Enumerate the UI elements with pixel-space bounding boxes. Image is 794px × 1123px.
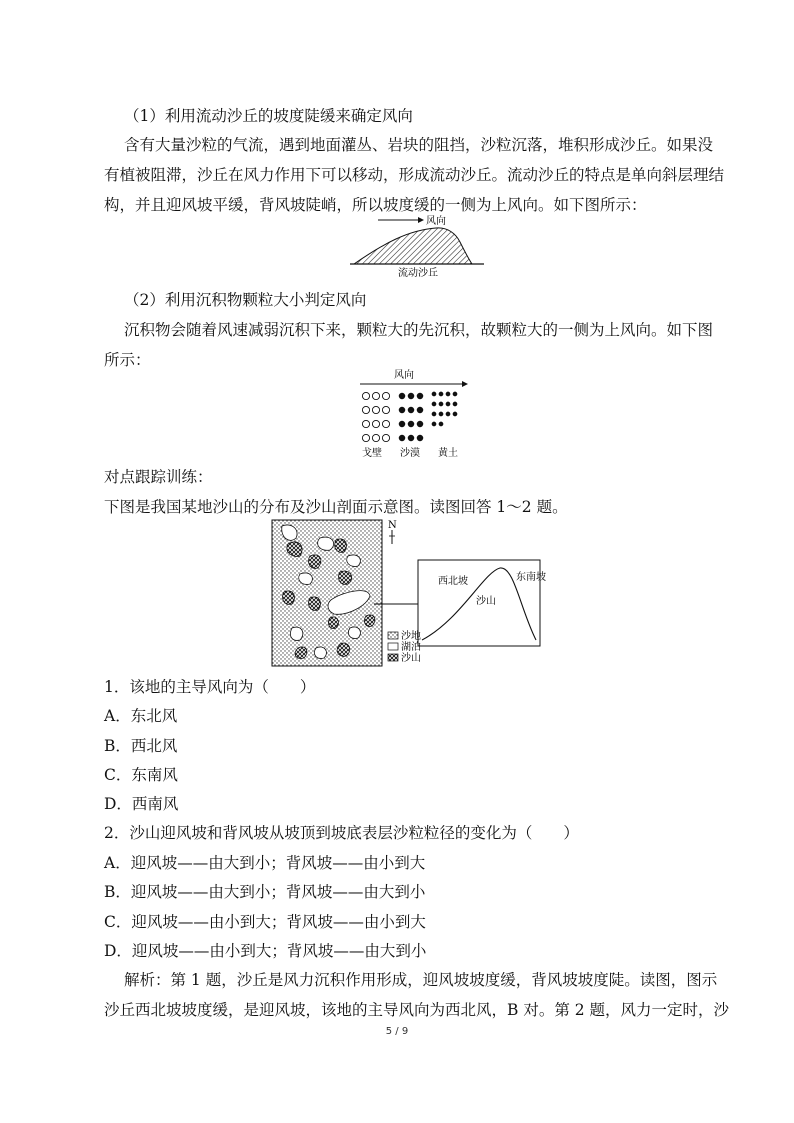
question-2-option-c: C．迎风坡——由小到大；背风坡——由小到大	[104, 913, 426, 931]
sand-hill-map-figure	[270, 516, 546, 668]
particle	[432, 392, 436, 396]
particle	[439, 412, 443, 416]
particle	[453, 402, 457, 406]
particle	[446, 412, 450, 416]
particle	[417, 435, 423, 441]
section1-para-line3: 构，并且迎风坡平缓，背风坡陡峭，所以坡度缓的一侧为上风向。如下图所示：	[104, 196, 647, 214]
particle-size-figure	[358, 364, 470, 460]
loess-particles	[432, 392, 457, 426]
gobi-particles	[362, 392, 389, 441]
particle	[362, 392, 369, 399]
particle	[382, 392, 389, 399]
section1-heading: （1）利用流动沙丘的坡度陡缓来确定风向	[124, 107, 413, 125]
particle	[408, 421, 414, 427]
particle	[432, 422, 436, 426]
label-desert: 沙漠	[400, 448, 420, 459]
legend-sand-swatch	[388, 632, 398, 639]
particle	[453, 392, 457, 396]
section2-para-line2: 所示：	[104, 351, 151, 369]
particle	[399, 407, 405, 413]
particle	[446, 392, 450, 396]
question-1-stem: 1．该地的主导风向为（ ）	[104, 678, 316, 696]
section2-para-line1: 沉积物会随着风速减弱沉积下来，颗粒大的先沉积，故颗粒大的一侧为上风向。如下图	[124, 321, 714, 339]
label-northwest-slope: 西北坡	[438, 576, 468, 587]
wind-arrowhead	[418, 217, 424, 223]
desert-particles	[399, 393, 423, 441]
particle	[382, 434, 389, 441]
analysis-line2: 沙丘西北坡坡度缓，是迎风坡，该地的主导风向为西北风，B 对。第 2 题，风力一定时，沙	[104, 1001, 730, 1019]
particle	[453, 412, 457, 416]
wind-arrowhead-2	[462, 381, 468, 387]
analysis-line1: 解析：第 1 题，沙丘是风力沉积作用形成，迎风坡坡度缓，背风坡坡度陡。读图，图示	[124, 971, 718, 989]
label-southeast-slope: 东南坡	[516, 572, 546, 583]
particle	[399, 393, 405, 399]
legend-hill-swatch	[388, 654, 398, 661]
particle	[439, 392, 443, 396]
section1-para-line2: 有植被阻滞，沙丘在风力作用下可以移动，形成流动沙丘。流动沙丘的特点是单向斜层理结	[104, 166, 725, 184]
particle	[382, 420, 389, 427]
legend-sand: 沙地	[401, 631, 421, 642]
particle	[372, 406, 379, 413]
page-number: 5 / 9	[385, 1026, 409, 1037]
particle	[362, 420, 369, 427]
particle	[408, 393, 414, 399]
label-gobi: 戈壁	[362, 448, 382, 459]
legend-hill: 沙山	[401, 653, 421, 664]
question-1-option-b: B．西北风	[104, 737, 178, 755]
particle	[408, 435, 414, 441]
particle	[439, 402, 443, 406]
wind-label: 风向	[426, 216, 446, 227]
practice-intro: 下图是我国某地沙山的分布及沙山剖面示意图。读图回答 1～2 题。	[104, 498, 568, 516]
particle	[382, 406, 389, 413]
particle	[417, 421, 423, 427]
question-2-option-a: A．迎风坡——由大到小；背风坡——由小到大	[104, 854, 426, 872]
particle	[399, 421, 405, 427]
particle	[432, 412, 436, 416]
section1-para-line1: 含有大量沙粒的气流，遇到地面灌丛、岩块的阻挡，沙粒沉落，堆积形成沙丘。如果没	[124, 136, 714, 154]
particle	[439, 422, 443, 426]
question-1-option-a: A．东北风	[104, 707, 178, 725]
question-1-option-c: C．东南风	[104, 766, 178, 784]
particle	[408, 407, 414, 413]
wind-label-2: 风向	[394, 370, 414, 381]
particle	[372, 434, 379, 441]
label-sand-hill: 沙山	[476, 596, 496, 607]
practice-title: 对点跟踪训练：	[104, 468, 213, 486]
particle	[372, 392, 379, 399]
label-loess: 黄土	[438, 448, 458, 459]
particle	[372, 420, 379, 427]
moving-dune-figure	[348, 210, 486, 278]
dune-caption: 流动沙丘	[398, 268, 438, 279]
question-1-option-d: D．西南风	[104, 795, 179, 813]
particle	[417, 393, 423, 399]
legend-lake-swatch	[388, 643, 398, 650]
question-2-option-b: B．迎风坡——由大到小；背风坡——由大到小	[104, 883, 426, 901]
particle	[399, 435, 405, 441]
legend-lake: 湖泊	[401, 642, 421, 653]
question-2-option-d: D．迎风坡——由小到大；背风坡——由大到小	[104, 942, 427, 960]
dune-shape	[354, 228, 472, 264]
particle	[362, 406, 369, 413]
north-label: N	[388, 520, 397, 531]
particle	[362, 434, 369, 441]
particle	[432, 402, 436, 406]
particle	[417, 407, 423, 413]
section2-heading: （2）利用沉积物颗粒大小判定风向	[124, 291, 367, 309]
question-2-stem: 2．沙山迎风坡和背风坡从坡顶到坡底表层沙粒粒径的变化为（ ）	[104, 824, 579, 842]
particle	[446, 402, 450, 406]
